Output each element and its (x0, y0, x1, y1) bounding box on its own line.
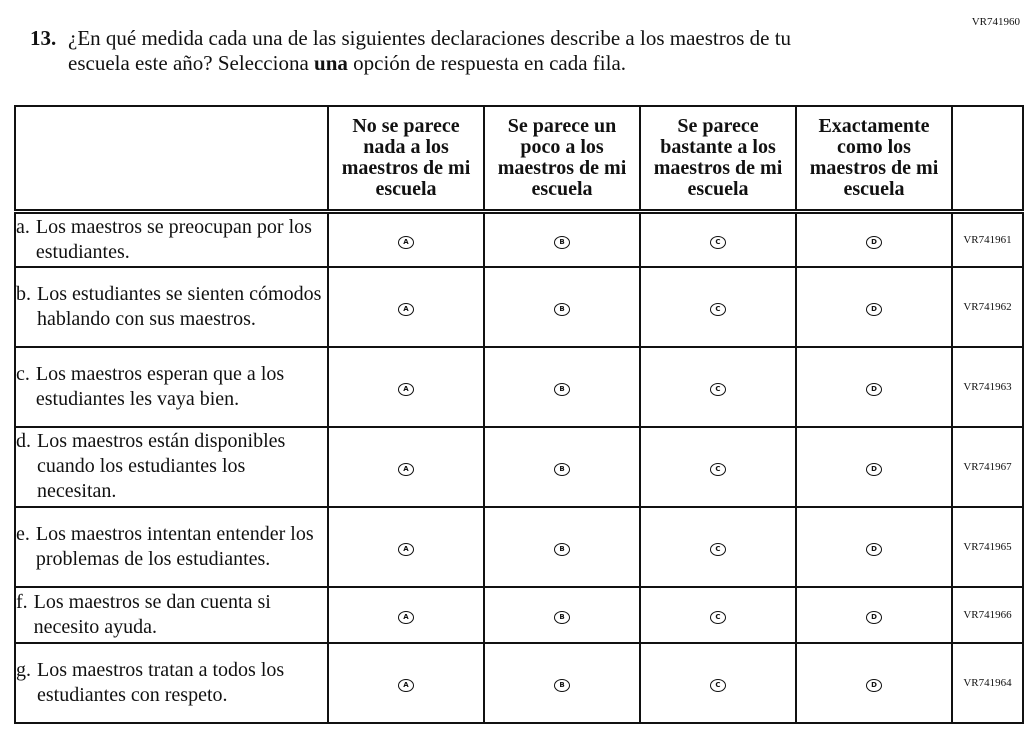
column-header-b: Se parece un poco a los maestros de mi escuela (484, 106, 640, 212)
statement-text: Los maestros intentan entender los problemas de los estudiantes. (35, 522, 314, 570)
question-id: VR741960 (971, 16, 1020, 28)
statement-text: Los maestros se dan cuenta si necesito ayuda. (33, 590, 271, 638)
table-row (15, 267, 1023, 347)
statement-text: Los maestros esperan que a los estudiantes les vaya bien. (35, 362, 285, 410)
answer-bubble-b[interactable]: B (554, 679, 570, 692)
answer-bubble-c[interactable]: C (710, 679, 726, 692)
answer-bubble-a[interactable]: A (398, 543, 414, 556)
column-header-c: Se parece bastante a los maestros de mi escuela (640, 106, 796, 212)
answer-bubble-d[interactable]: D (866, 611, 882, 624)
question-prompt (30, 26, 930, 76)
statement-letter: a. (16, 215, 30, 238)
item-code: VR741967 (952, 427, 1023, 507)
table-row (15, 212, 1023, 267)
answer-bubble-d[interactable]: D (866, 543, 882, 556)
statement-cell (15, 643, 328, 723)
answer-bubble-c[interactable]: C (710, 303, 726, 316)
statement-text: Los maestros se preocupan por los estudiantes. (35, 215, 312, 263)
answer-bubble-a[interactable]: A (398, 383, 414, 396)
statement-text: Los estudiantes se sienten cómodos hablando con sus maestros. (37, 282, 322, 330)
item-code: VR741965 (952, 507, 1023, 587)
answer-bubble-d[interactable]: D (866, 236, 882, 249)
answer-bubble-b[interactable]: B (554, 543, 570, 556)
statement-cell (15, 347, 328, 427)
item-code: VR741962 (952, 267, 1023, 347)
statement-cell (15, 427, 328, 507)
question-number: 13. (30, 26, 57, 50)
answer-bubble-a[interactable]: A (398, 463, 414, 476)
header-code-blank (952, 106, 1023, 212)
table-row (15, 643, 1023, 723)
answer-bubble-b[interactable]: B (554, 236, 570, 249)
statement-cell (15, 267, 328, 347)
question-line-2-end: opción de respuesta en cada fila. (347, 51, 627, 75)
statement-letter: b. (16, 282, 31, 305)
answer-bubble-b[interactable]: B (554, 383, 570, 396)
item-code: VR741966 (952, 587, 1023, 643)
answer-bubble-c[interactable]: C (710, 543, 726, 556)
question-line-2-start: escuela este año? Selecciona (68, 51, 315, 75)
column-header-a: No se parece nada a los maestros de mi escuela (328, 106, 484, 212)
statement-text: Los maestros están disponibles cuando los estudiantes los necesitan. (37, 430, 286, 502)
statement-letter: g. (16, 658, 31, 681)
statement-cell (15, 212, 328, 267)
answer-bubble-a[interactable]: A (398, 611, 414, 624)
answer-bubble-c[interactable]: C (710, 236, 726, 249)
question-emphasis: una (314, 51, 348, 75)
statement-cell (15, 507, 328, 587)
answer-bubble-a[interactable]: A (398, 679, 414, 692)
answer-bubble-a[interactable]: A (398, 236, 414, 249)
answer-bubble-d[interactable]: D (866, 383, 882, 396)
question-line-1: ¿En qué medida cada una de las siguientes declaraciones describe a los maestros de tu (68, 26, 792, 50)
answer-bubble-c[interactable]: C (710, 611, 726, 624)
statement-letter: d. (16, 430, 31, 452)
column-header-d: Exactamente como los maestros de mi escuela (796, 106, 952, 212)
answer-bubble-c[interactable]: C (710, 383, 726, 396)
answer-bubble-b[interactable]: B (554, 463, 570, 476)
statement-letter: e. (16, 522, 30, 545)
answer-bubble-d[interactable]: D (866, 303, 882, 316)
item-code: VR741963 (952, 347, 1023, 427)
answer-bubble-a[interactable]: A (398, 303, 414, 316)
statement-text: Los maestros tratan a todos los estudiantes con respeto. (37, 658, 285, 706)
statement-letter: c. (16, 362, 30, 385)
answer-bubble-d[interactable]: D (866, 463, 882, 476)
table-row (15, 587, 1023, 643)
item-code: VR741964 (952, 643, 1023, 723)
answer-bubble-b[interactable]: B (554, 303, 570, 316)
statement-letter: f. (16, 590, 28, 613)
table-row (15, 507, 1023, 587)
header-blank (15, 106, 328, 212)
answer-bubble-b[interactable]: B (554, 611, 570, 624)
statement-cell (15, 587, 328, 643)
table-row (15, 347, 1023, 427)
answer-bubble-c[interactable]: C (710, 463, 726, 476)
table-row (15, 427, 1023, 507)
question-line-2 (30, 51, 930, 76)
item-code: VR741961 (952, 212, 1023, 267)
answer-bubble-d[interactable]: D (866, 679, 882, 692)
response-grid (14, 105, 1024, 724)
